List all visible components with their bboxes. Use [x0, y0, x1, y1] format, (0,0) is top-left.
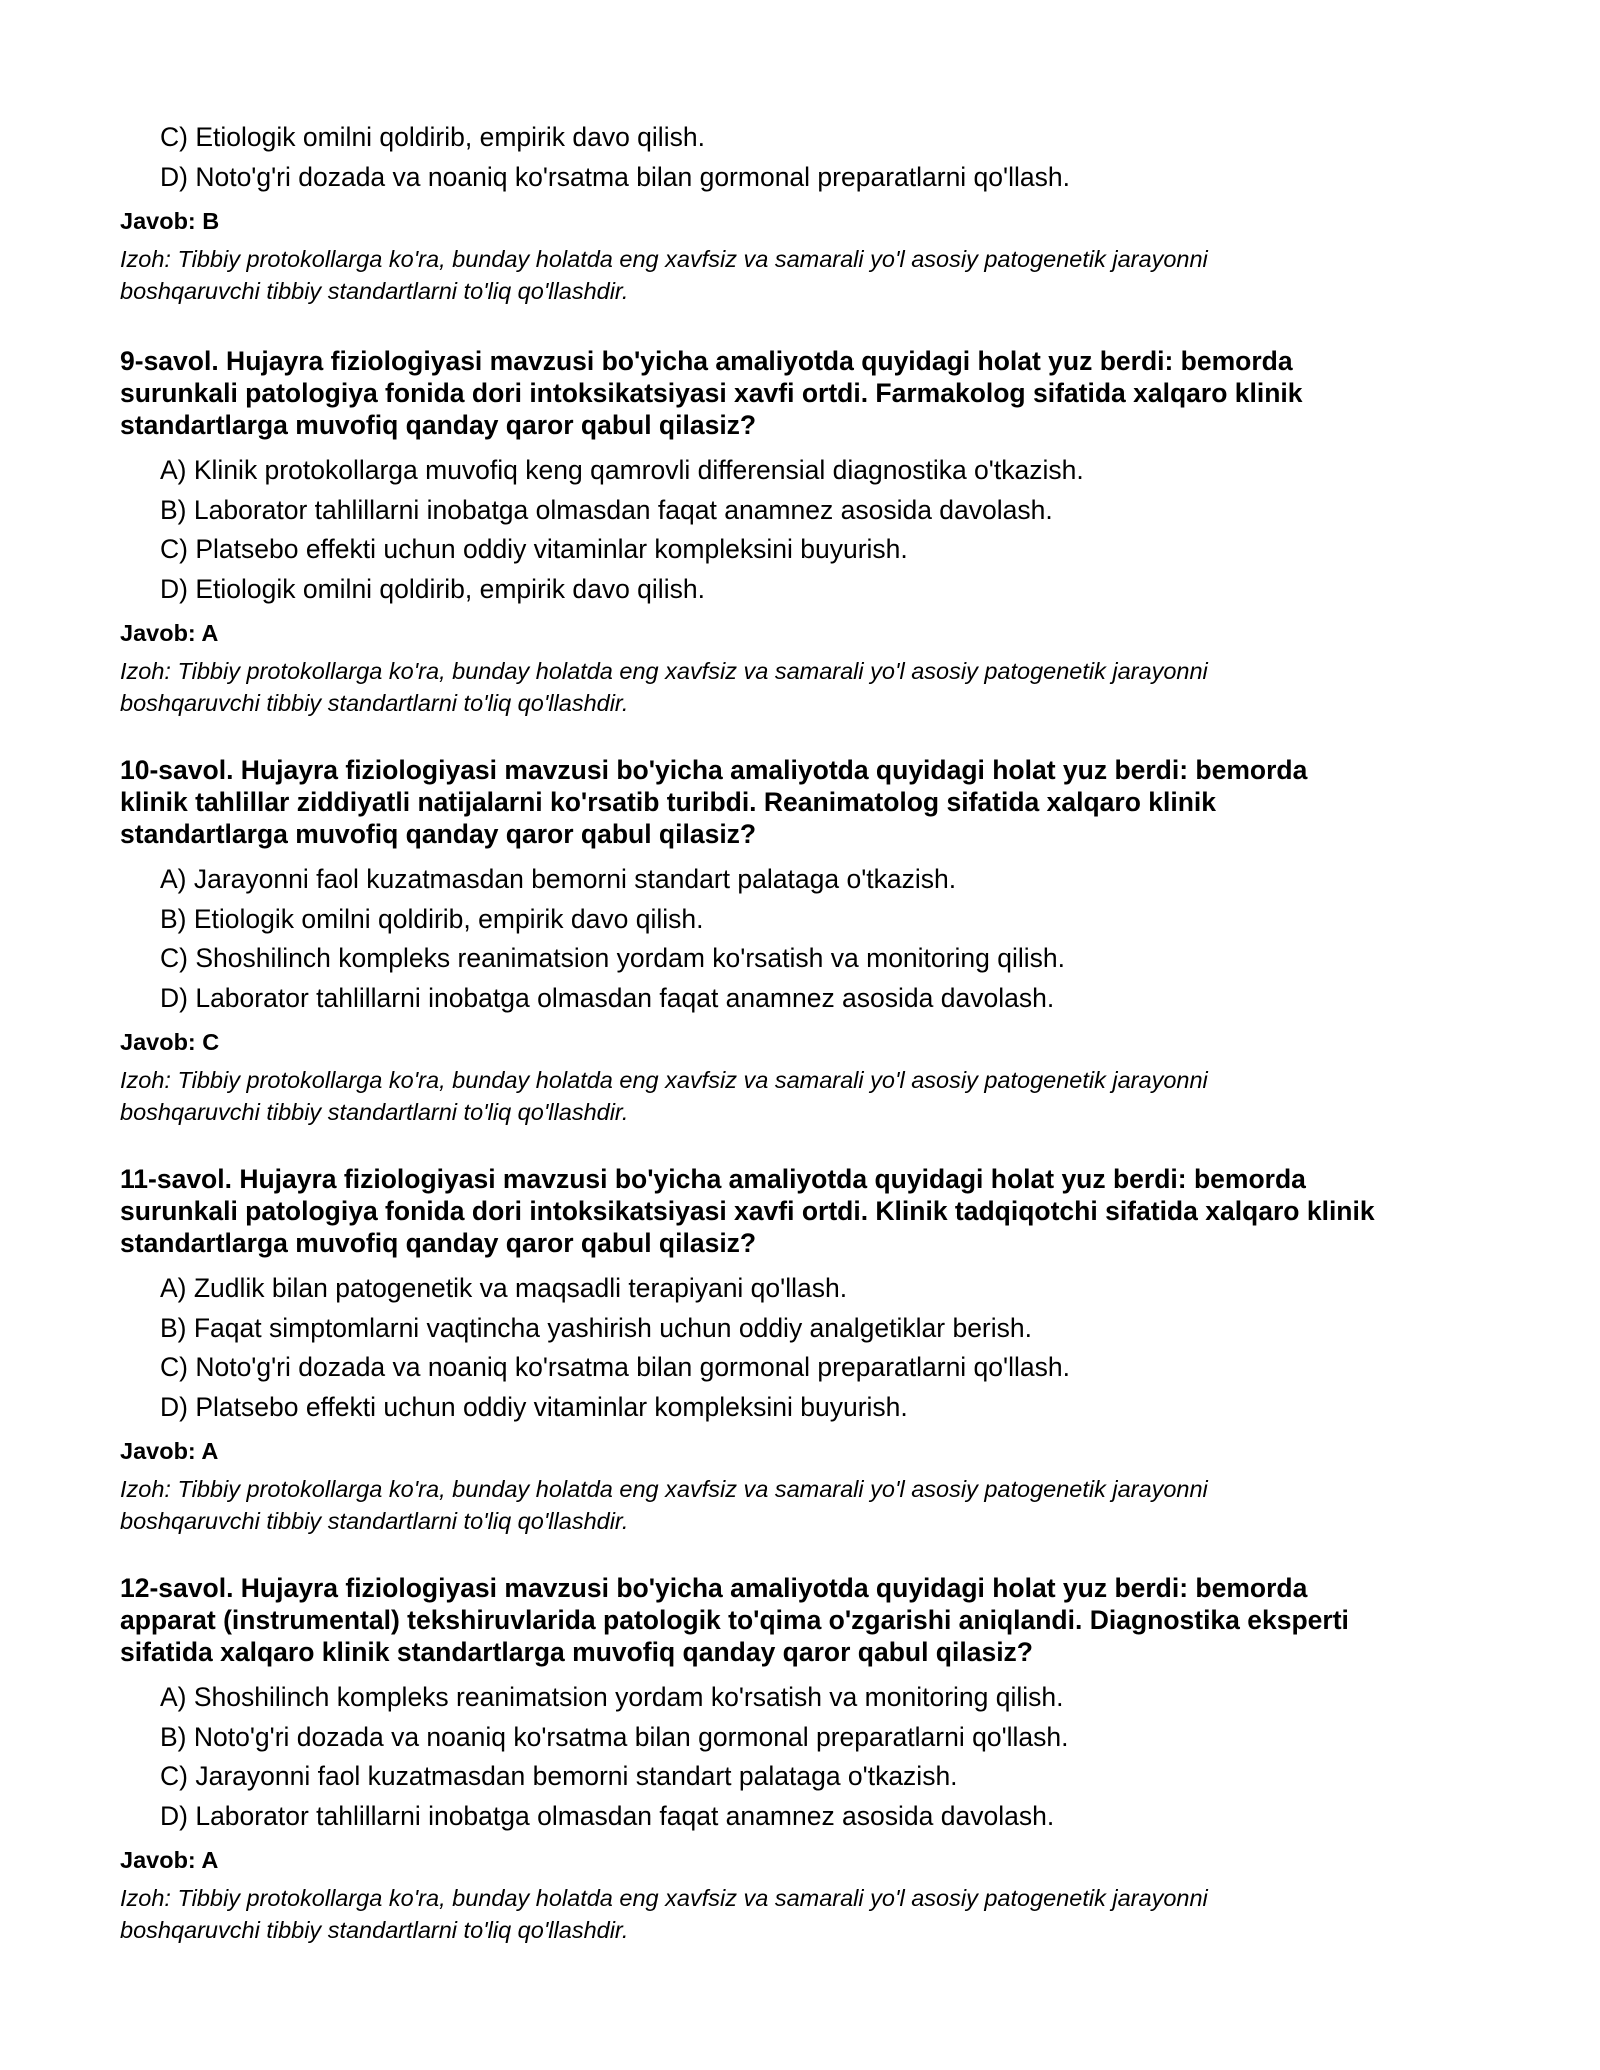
- explanation-line-1: Izoh: Tibbiy protokollarga ko'ra, bunday holatda eng xavfsiz va samarali yo'l asosiy patogenetik jarayonni: [120, 1885, 1208, 1911]
- question-line-2: surunkali patologiya fonida dori intoksikatsiyasi xavfi ortdi. Farmakolog sifatida xalqaro klinik: [120, 378, 1303, 408]
- explanation-line-1: Izoh: Tibbiy protokollarga ko'ra, bunday holatda eng xavfsiz va samarali yo'l asosiy patogenetik jarayonni: [120, 658, 1208, 684]
- question-text: [120, 345, 1500, 441]
- option-a: A) Klinik protokollarga muvofiq keng qamrovli differensial diagnostika o'tkazish.: [160, 455, 1084, 485]
- question-line-1: 12-savol. Hujayra fiziologiyasi mavzusi bo'yicha amaliyotda quyidagi holat yuz berdi: bemorda: [120, 1573, 1308, 1603]
- answer-label: Javob: C: [120, 1029, 220, 1055]
- explanation-note: [120, 243, 1500, 307]
- option-a: A) Jarayonni faol kuzatmasdan bemorni standart palataga o'tkazish.: [160, 864, 957, 894]
- option-d: D) Laborator tahlillarni inobatga olmasdan faqat anamnez asosida davolash.: [160, 982, 1055, 1013]
- explanation-note: [120, 1473, 1500, 1537]
- option-d: D) Platsebo effekti uchun oddiy vitaminlar kompleksini buyurish.: [160, 1391, 908, 1422]
- question-line-3: sifatida xalqaro klinik standartlarga muvofiq qanday qaror qabul qilasiz?: [120, 1637, 1033, 1667]
- question-line-1: 9-savol. Hujayra fiziologiyasi mavzusi bo'yicha amaliyotda quyidagi holat yuz berdi: bemorda: [120, 346, 1293, 376]
- question-line-2: apparat (instrumental) tekshiruvlarida patologik to'qima o'zgarishi aniqlandi. Diagnostika eksperti: [120, 1605, 1349, 1635]
- question-text: [120, 754, 1500, 850]
- question-line-3: standartlarga muvofiq qanday qaror qabul qilasiz?: [120, 819, 757, 849]
- option-b: B) Noto'g'ri dozada va noaniq ko'rsatma bilan gormonal preparatlarni qo'llash.: [160, 1721, 1069, 1752]
- explanation-line-2: boshqaruvchi tibbiy standartlarni to'liq qo'llashdir.: [120, 278, 629, 304]
- option-b: B) Etiologik omilni qoldirib, empirik davo qilish.: [160, 903, 704, 934]
- question-8-fragment: [120, 118, 1500, 307]
- explanation-line-2: boshqaruvchi tibbiy standartlarni to'liq qo'llashdir.: [120, 1917, 629, 1943]
- option-c: C) Jarayonni faol kuzatmasdan bemorni standart palataga o'tkazish.: [160, 1761, 958, 1791]
- explanation-line-1: Izoh: Tibbiy protokollarga ko'ra, bunday holatda eng xavfsiz va samarali yo'l asosiy patogenetik jarayonni: [120, 1476, 1208, 1502]
- option-b: B) Faqat simptomlarni vaqtincha yashirish uchun oddiy analgetiklar berish.: [160, 1312, 1032, 1343]
- option-c: C) Shoshilinch kompleks reanimatsion yordam ko'rsatish va monitoring qilish.: [160, 943, 1065, 973]
- option-c: C) Etiologik omilni qoldirib, empirik davo qilish.: [160, 122, 705, 152]
- option-b: B) Laborator tahlillarni inobatga olmasdan faqat anamnez asosida davolash.: [160, 494, 1053, 525]
- question-10: [120, 754, 1500, 1128]
- question-12: [120, 1572, 1500, 1946]
- answer-label: Javob: A: [120, 1438, 219, 1464]
- question-text: [120, 1163, 1500, 1259]
- explanation-note: [120, 1882, 1500, 1946]
- answer-label: Javob: A: [120, 1847, 219, 1873]
- explanation-line-2: boshqaruvchi tibbiy standartlarni to'liq qo'llashdir.: [120, 690, 629, 716]
- explanation-note: [120, 655, 1500, 719]
- option-d: D) Noto'g'ri dozada va noaniq ko'rsatma bilan gormonal preparatlarni qo'llash.: [160, 161, 1070, 192]
- question-line-1: 10-savol. Hujayra fiziologiyasi mavzusi bo'yicha amaliyotda quyidagi holat yuz berdi: bemorda: [120, 755, 1308, 785]
- explanation-line-2: boshqaruvchi tibbiy standartlarni to'liq qo'llashdir.: [120, 1508, 629, 1534]
- question-line-2: klinik tahlillar ziddiyatli natijalarni ko'rsatib turibdi. Reanimatolog sifatida xalqaro klinik: [120, 787, 1216, 817]
- answer-label: Javob: A: [120, 620, 219, 646]
- option-d: D) Etiologik omilni qoldirib, empirik davo qilish.: [160, 573, 705, 604]
- explanation-line-2: boshqaruvchi tibbiy standartlarni to'liq qo'llashdir.: [120, 1099, 629, 1125]
- question-11: [120, 1163, 1500, 1537]
- option-c: C) Platsebo effekti uchun oddiy vitaminlar kompleksini buyurish.: [160, 534, 908, 564]
- question-text: [120, 1572, 1500, 1668]
- explanation-line-1: Izoh: Tibbiy protokollarga ko'ra, bunday holatda eng xavfsiz va samarali yo'l asosiy patogenetik jarayonni: [120, 1067, 1208, 1093]
- question-line-2: surunkali patologiya fonida dori intoksikatsiyasi xavfi ortdi. Klinik tadqiqotchi sifatida xalqaro klinik: [120, 1196, 1375, 1226]
- option-a: A) Shoshilinch kompleks reanimatsion yordam ko'rsatish va monitoring qilish.: [160, 1682, 1064, 1712]
- answer-label: Javob: B: [120, 208, 220, 234]
- option-d: D) Laborator tahlillarni inobatga olmasdan faqat anamnez asosida davolash.: [160, 1800, 1055, 1831]
- question-line-1: 11-savol. Hujayra fiziologiyasi mavzusi bo'yicha amaliyotda quyidagi holat yuz berdi: bemorda: [120, 1164, 1306, 1194]
- option-c: C) Noto'g'ri dozada va noaniq ko'rsatma bilan gormonal preparatlarni qo'llash.: [160, 1352, 1070, 1382]
- question-9: [120, 345, 1500, 719]
- question-line-3: standartlarga muvofiq qanday qaror qabul qilasiz?: [120, 410, 757, 440]
- option-a: A) Zudlik bilan patogenetik va maqsadli terapiyani qo'llash.: [160, 1273, 848, 1303]
- question-line-3: standartlarga muvofiq qanday qaror qabul qilasiz?: [120, 1228, 757, 1258]
- explanation-line-1: Izoh: Tibbiy protokollarga ko'ra, bunday holatda eng xavfsiz va samarali yo'l asosiy patogenetik jarayonni: [120, 246, 1208, 272]
- explanation-note: [120, 1064, 1500, 1128]
